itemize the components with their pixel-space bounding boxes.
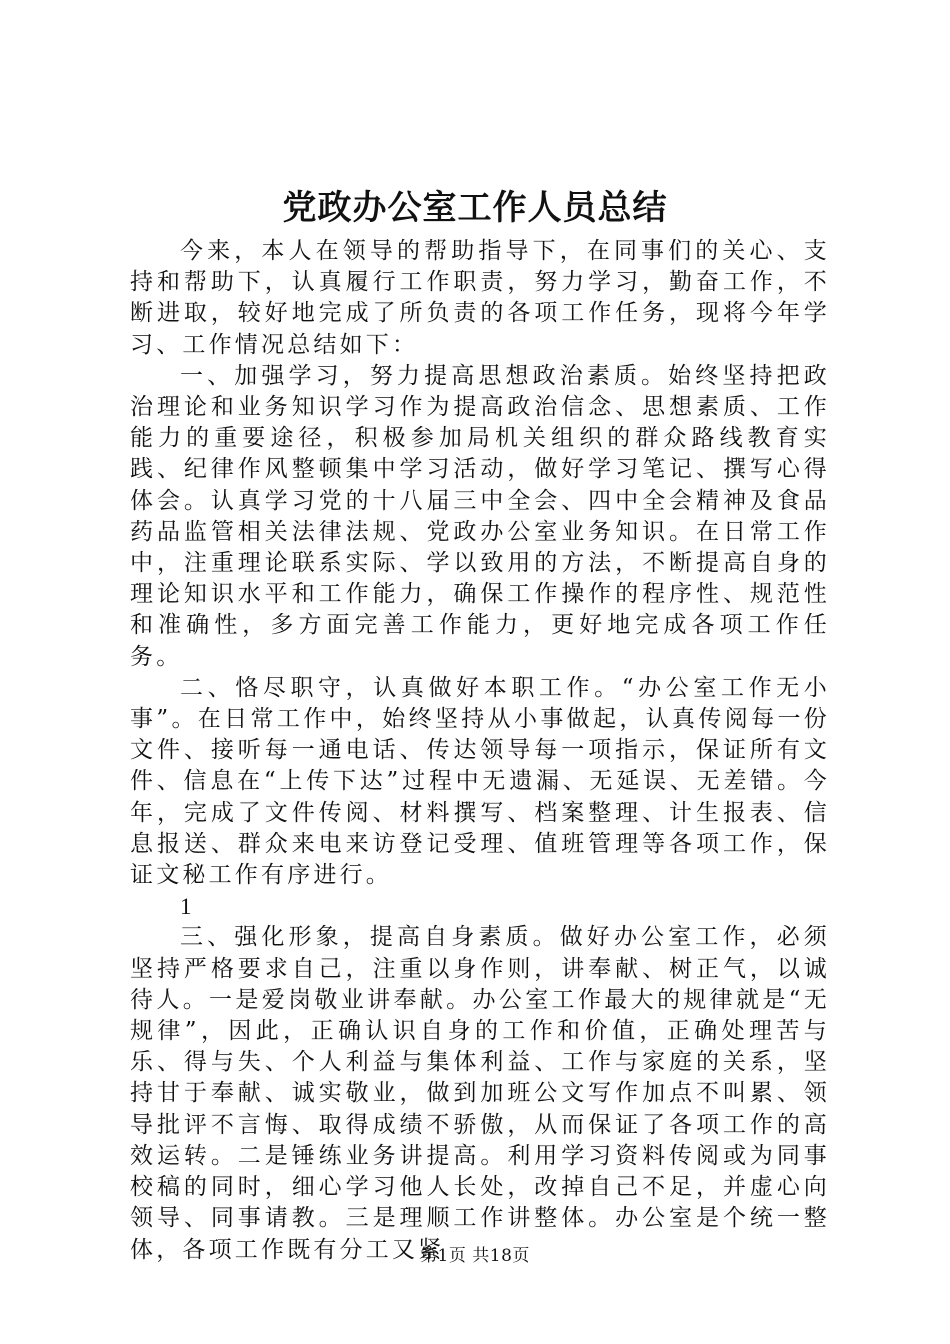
document-title: 党政办公室工作人员总结 (282, 188, 668, 228)
paragraph-section-3: 三、强化形象，提高自身素质。做好办公室工作，必须坚持严格要求自己，注重以身作则，讲奉献、树正气，以诚待人。一是爱岗敬业讲奉献。办公室工作最大的规律就是“无规律”，因此，正确认识自身的工作和价值，正确处理苦与乐、得与失、个人利益与集体利益、工作与家庭的关系，坚持甘于奉献、诚实敬业，做到加班公文写作加点不叫累、领导批评不言悔、取得成绩不骄傲，从而保证了各项工作的高效运转。二是锤练业务讲提高。利用学习资料传阅或为同事校稿的同时，细心学习他人长处，改掉自己不足，并虚心向领导、同事请教。三是理顺工作讲整体。办公室是个统一整体，各项工作既有分工又紧 (130, 924, 830, 1263)
page-footer: 第1页 共18页 (420, 1246, 530, 1266)
inline-page-number: 1 (180, 894, 192, 920)
paragraph-intro: 今来，本人在领导的帮助指导下，在同事们的关心、支持和帮助下，认真履行工作职责，努力学习，勤奋工作，不断进取，较好地完成了所负责的各项工作任务，现将今年学习、工作情况总结如下： (130, 238, 830, 358)
paragraph-section-2: 二、恪尽职守，认真做好本职工作。“办公室工作无小事”。在日常工作中，始终坚持从小事做起，认真传阅每一份文件、接听每一通电话、传达领导每一项指示，保证所有文件、信息在“上传下达”过程中无遗漏、无延误、无差错。今年，完成了文件传阅、材料撰写、档案整理、计生报表、信息报送、群众来电来访登记受理、值班管理等各项工作，保证文秘工作有序进行。 (130, 674, 830, 889)
paragraph-section-1: 一、加强学习，努力提高思想政治素质。始终坚持把政治理论和业务知识学习作为提高政治信念、思想素质、工作能力的重要途径，积极参加局机关组织的群众路线教育实践、纪律作风整顿集中学习活动，做好学习笔记、撰写心得体会。认真学习党的十八届三中全会、四中全会精神及食品药品监管相关法律法规、党政办公室业务知识。在日常工作中，注重理论联系实际、学以致用的方法，不断提高自身的理论知识水平和工作能力，确保工作操作的程序性、规范性和准确性，多方面完善工作能力，更好地完成各项工作任务。 (130, 362, 830, 670)
document-body (130, 236, 830, 1266)
